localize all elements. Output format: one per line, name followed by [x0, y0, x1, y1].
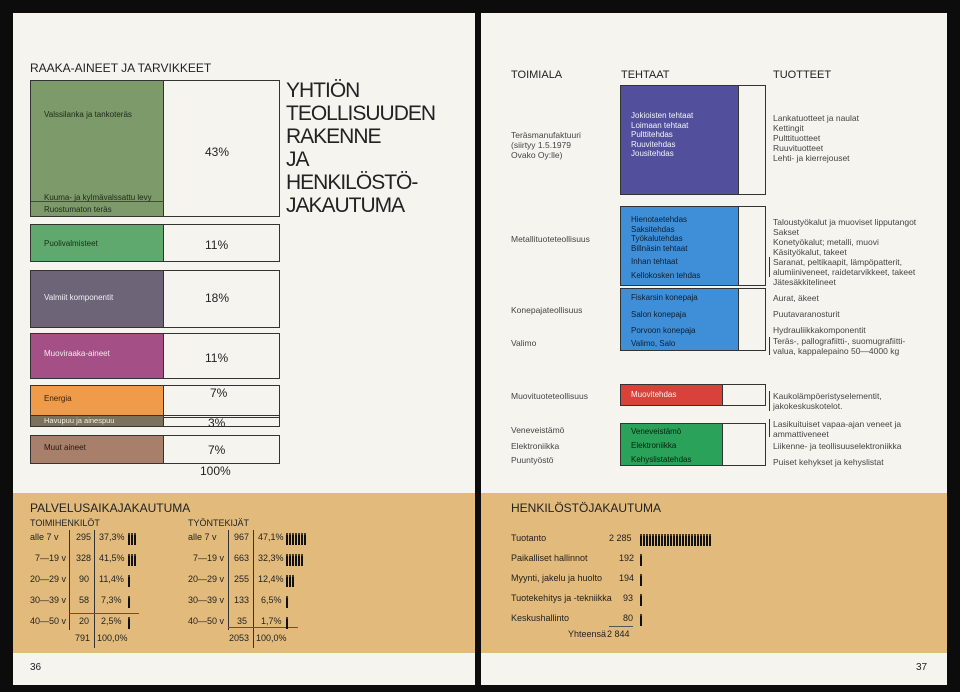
sector-label: Teräsmanufaktuuri [511, 130, 581, 140]
blue-collar-header: TYÖNTEKIJÄT [188, 518, 250, 528]
personnel-title: HENKILÖSTÖJAKAUTUMA [511, 501, 662, 515]
service-count: 255 [234, 574, 250, 584]
percent-value: 18% [205, 291, 230, 305]
main-title: YHTIÖN TEOLLISUUDEN RAKENNE JA HENKILÖSTÖ- JAKAUTUMA [286, 79, 436, 217]
service-total-count: 791 [75, 633, 91, 643]
personnel-count: 93 [623, 593, 634, 603]
plant-name: Porvoon konepaja [631, 326, 696, 335]
material-label: Valssilanka ja tankoteräs [44, 110, 132, 119]
material-label: Kuuma- ja kylmävalssattu levy [44, 193, 152, 202]
service-range: 20—29 v [188, 574, 225, 584]
material-label: Havupuu ja ainespuu [44, 416, 115, 425]
material-label: Muut aineet [44, 443, 86, 452]
plant-name: Kehyslistatehdas [631, 455, 692, 464]
product-line: Puiset kehykset ja kehyslistat [773, 457, 884, 467]
percent-total: 100% [200, 464, 231, 478]
service-pct: 2,5% [101, 616, 122, 626]
person-icons [640, 532, 712, 550]
service-count: 90 [79, 574, 90, 584]
service-range: 7—19 v [193, 553, 225, 563]
sector-label: Valimo [511, 338, 537, 348]
service-range: 7—19 v [35, 553, 67, 563]
sector-label: Elektroniikka [511, 441, 560, 451]
person-icons [286, 552, 304, 570]
product-line: Lasikuituiset vapaa-ajan veneet ja [773, 419, 902, 429]
service-title: PALVELUSAIKAJAKAUTUMA [30, 501, 191, 515]
service-range: alle 7 v [30, 532, 59, 542]
left-page [13, 13, 475, 685]
service-count: 35 [237, 616, 248, 626]
page-number-left: 36 [30, 662, 42, 673]
person-icons [128, 615, 131, 633]
plant-name: Elektroniikka [631, 441, 677, 450]
person-icons [640, 552, 643, 570]
service-range: 40—50 v [188, 616, 225, 626]
person-icons [286, 594, 289, 612]
personnel-label: Tuotekehitys ja -tekniikka [511, 593, 612, 603]
service-range: alle 7 v [188, 532, 217, 542]
personnel-total: 2 844 [607, 629, 630, 639]
material-label: Ruostumaton teräs [44, 205, 112, 214]
material-label: Muoviraaka-aineet [44, 349, 110, 358]
service-total-pct: 100,0% [256, 633, 287, 643]
service-count: 328 [76, 553, 92, 563]
header-plants: TEHTAAT [621, 69, 670, 81]
plant-name: Muovitehdas [631, 390, 677, 399]
personnel-label: Myynti, jakelu ja huolto [511, 573, 603, 583]
sector-label: Konepajateollisuus [511, 305, 583, 315]
service-pct: 12,4% [258, 574, 284, 584]
person-icons [640, 572, 643, 590]
service-pct: 7,3% [101, 595, 122, 605]
percent-value: 7% [210, 386, 228, 400]
service-pct: 6,5% [261, 595, 282, 605]
sector-label: Ovako Oy:lle) [511, 150, 563, 160]
service-count: 133 [234, 595, 250, 605]
product-line: Aurat, äkeet [773, 293, 819, 303]
plant-name: Salon konepaja [631, 310, 687, 319]
person-icons [128, 552, 137, 570]
material-label: Puolivalmisteet [44, 239, 98, 248]
products-group-2: Taloustyökalut ja muoviset lipputangot Sakset Konetyökalut; metalli, muovi Käsityökalut, takeet Saranat, peltikaapit, lämpöpatterit, alumiiniveneet, raidetarvikkeet, takeet Jätesäkkitelineet [773, 217, 917, 287]
percent-value: 43% [205, 145, 230, 159]
service-band [13, 493, 475, 653]
white-collar-header: TOIMIHENKILÖT [30, 518, 100, 528]
percent-value: 11% [205, 238, 229, 252]
person-icons [640, 592, 643, 610]
service-pct: 37,3% [99, 532, 125, 542]
products-group-1: Lankatuotteet ja naulat Kettingit Pulttituotteet Ruuvituotteet Lehti- ja kierrejouset [773, 113, 860, 163]
percent-value: 11% [205, 351, 229, 365]
material-label: Energia [44, 394, 72, 403]
service-pct: 47,1% [258, 532, 284, 542]
sector-label: Metallituoteteollisuus [511, 234, 590, 244]
header-sector: TOIMIALA [511, 69, 563, 81]
product-line: Puutavaranosturit [773, 309, 840, 319]
personnel-label: Keskushallinto [511, 613, 570, 623]
section-title: RAAKA-AINEET JA TARVIKKEET [30, 61, 212, 75]
material-label: Valmiit komponentit [44, 293, 114, 302]
plant-name: Veneveistämö [631, 427, 682, 436]
person-icons [128, 573, 131, 591]
percent-value: 3% [208, 416, 226, 430]
person-icons [286, 531, 307, 549]
service-range: 20—29 v [30, 574, 67, 584]
personnel-label: Paikalliset hallinnot [511, 553, 588, 563]
percent-value: 7% [208, 443, 226, 457]
sector-label: Muovituoteteollisuus [511, 391, 589, 401]
service-count: 20 [79, 616, 90, 626]
product-line: jakokeskuskotelot. [773, 401, 843, 411]
product-line: Teräs-, pallografiitti-, suomugrafiitti- [773, 336, 906, 346]
product-line: Hydrauliikkakomponentit [773, 325, 866, 335]
plants-list-2: Hienotaetehdas Saksitehdas Työkalutehdas Billnäsin tehtaat Inhan tehtaat Kellokosken tehdas [631, 215, 701, 280]
personnel-count: 2 285 [609, 533, 632, 543]
service-range: 30—39 v [188, 595, 225, 605]
service-total-count: 2053 [229, 633, 250, 643]
service-count: 663 [234, 553, 250, 563]
product-line: Liikenne- ja teollisuuselektroniikka [773, 441, 902, 451]
plant-name: Fiskarsin konepaja [631, 293, 698, 302]
sector-label: (siirtyy 1.5.1979 [511, 140, 571, 150]
person-icons [286, 615, 289, 633]
personnel-count: 80 [623, 613, 634, 623]
service-pct: 32,3% [258, 553, 284, 563]
service-pct: 1,7% [261, 616, 282, 626]
person-icons [128, 531, 137, 549]
right-page [481, 13, 947, 685]
personnel-count: 192 [619, 553, 635, 563]
product-line: Kaukolämpöeristyselementit, [773, 391, 882, 401]
service-range: 30—39 v [30, 595, 67, 605]
person-icons [286, 573, 295, 591]
page-number-right: 37 [916, 662, 928, 673]
personnel-count: 194 [619, 573, 635, 583]
product-line: ammattiveneet [773, 429, 829, 439]
service-total-pct: 100,0% [97, 633, 128, 643]
plant-name: Valimo, Salo [631, 339, 676, 348]
service-pct: 11,4% [99, 574, 124, 584]
service-count: 58 [79, 595, 90, 605]
person-icons [128, 594, 131, 612]
service-count: 967 [234, 532, 250, 542]
personnel-total-label: Yhteensä [568, 629, 607, 639]
plants-list-1: Jokioisten tehtaat Loimaan tehtaat Pulttitehdas Ruuvitehdas Jousitehdas [631, 111, 694, 158]
person-icons [640, 612, 643, 630]
sector-label: Veneveistämö [511, 425, 565, 435]
personnel-label: Tuotanto [511, 533, 547, 543]
sector-label: Puuntyöstö [511, 455, 554, 465]
service-range: 40—50 v [30, 616, 67, 626]
service-pct: 41,5% [99, 553, 125, 563]
service-count: 295 [76, 532, 92, 542]
product-line: valua, kappalepaino 50—4000 kg [773, 346, 900, 356]
header-products: TUOTTEET [773, 69, 832, 81]
